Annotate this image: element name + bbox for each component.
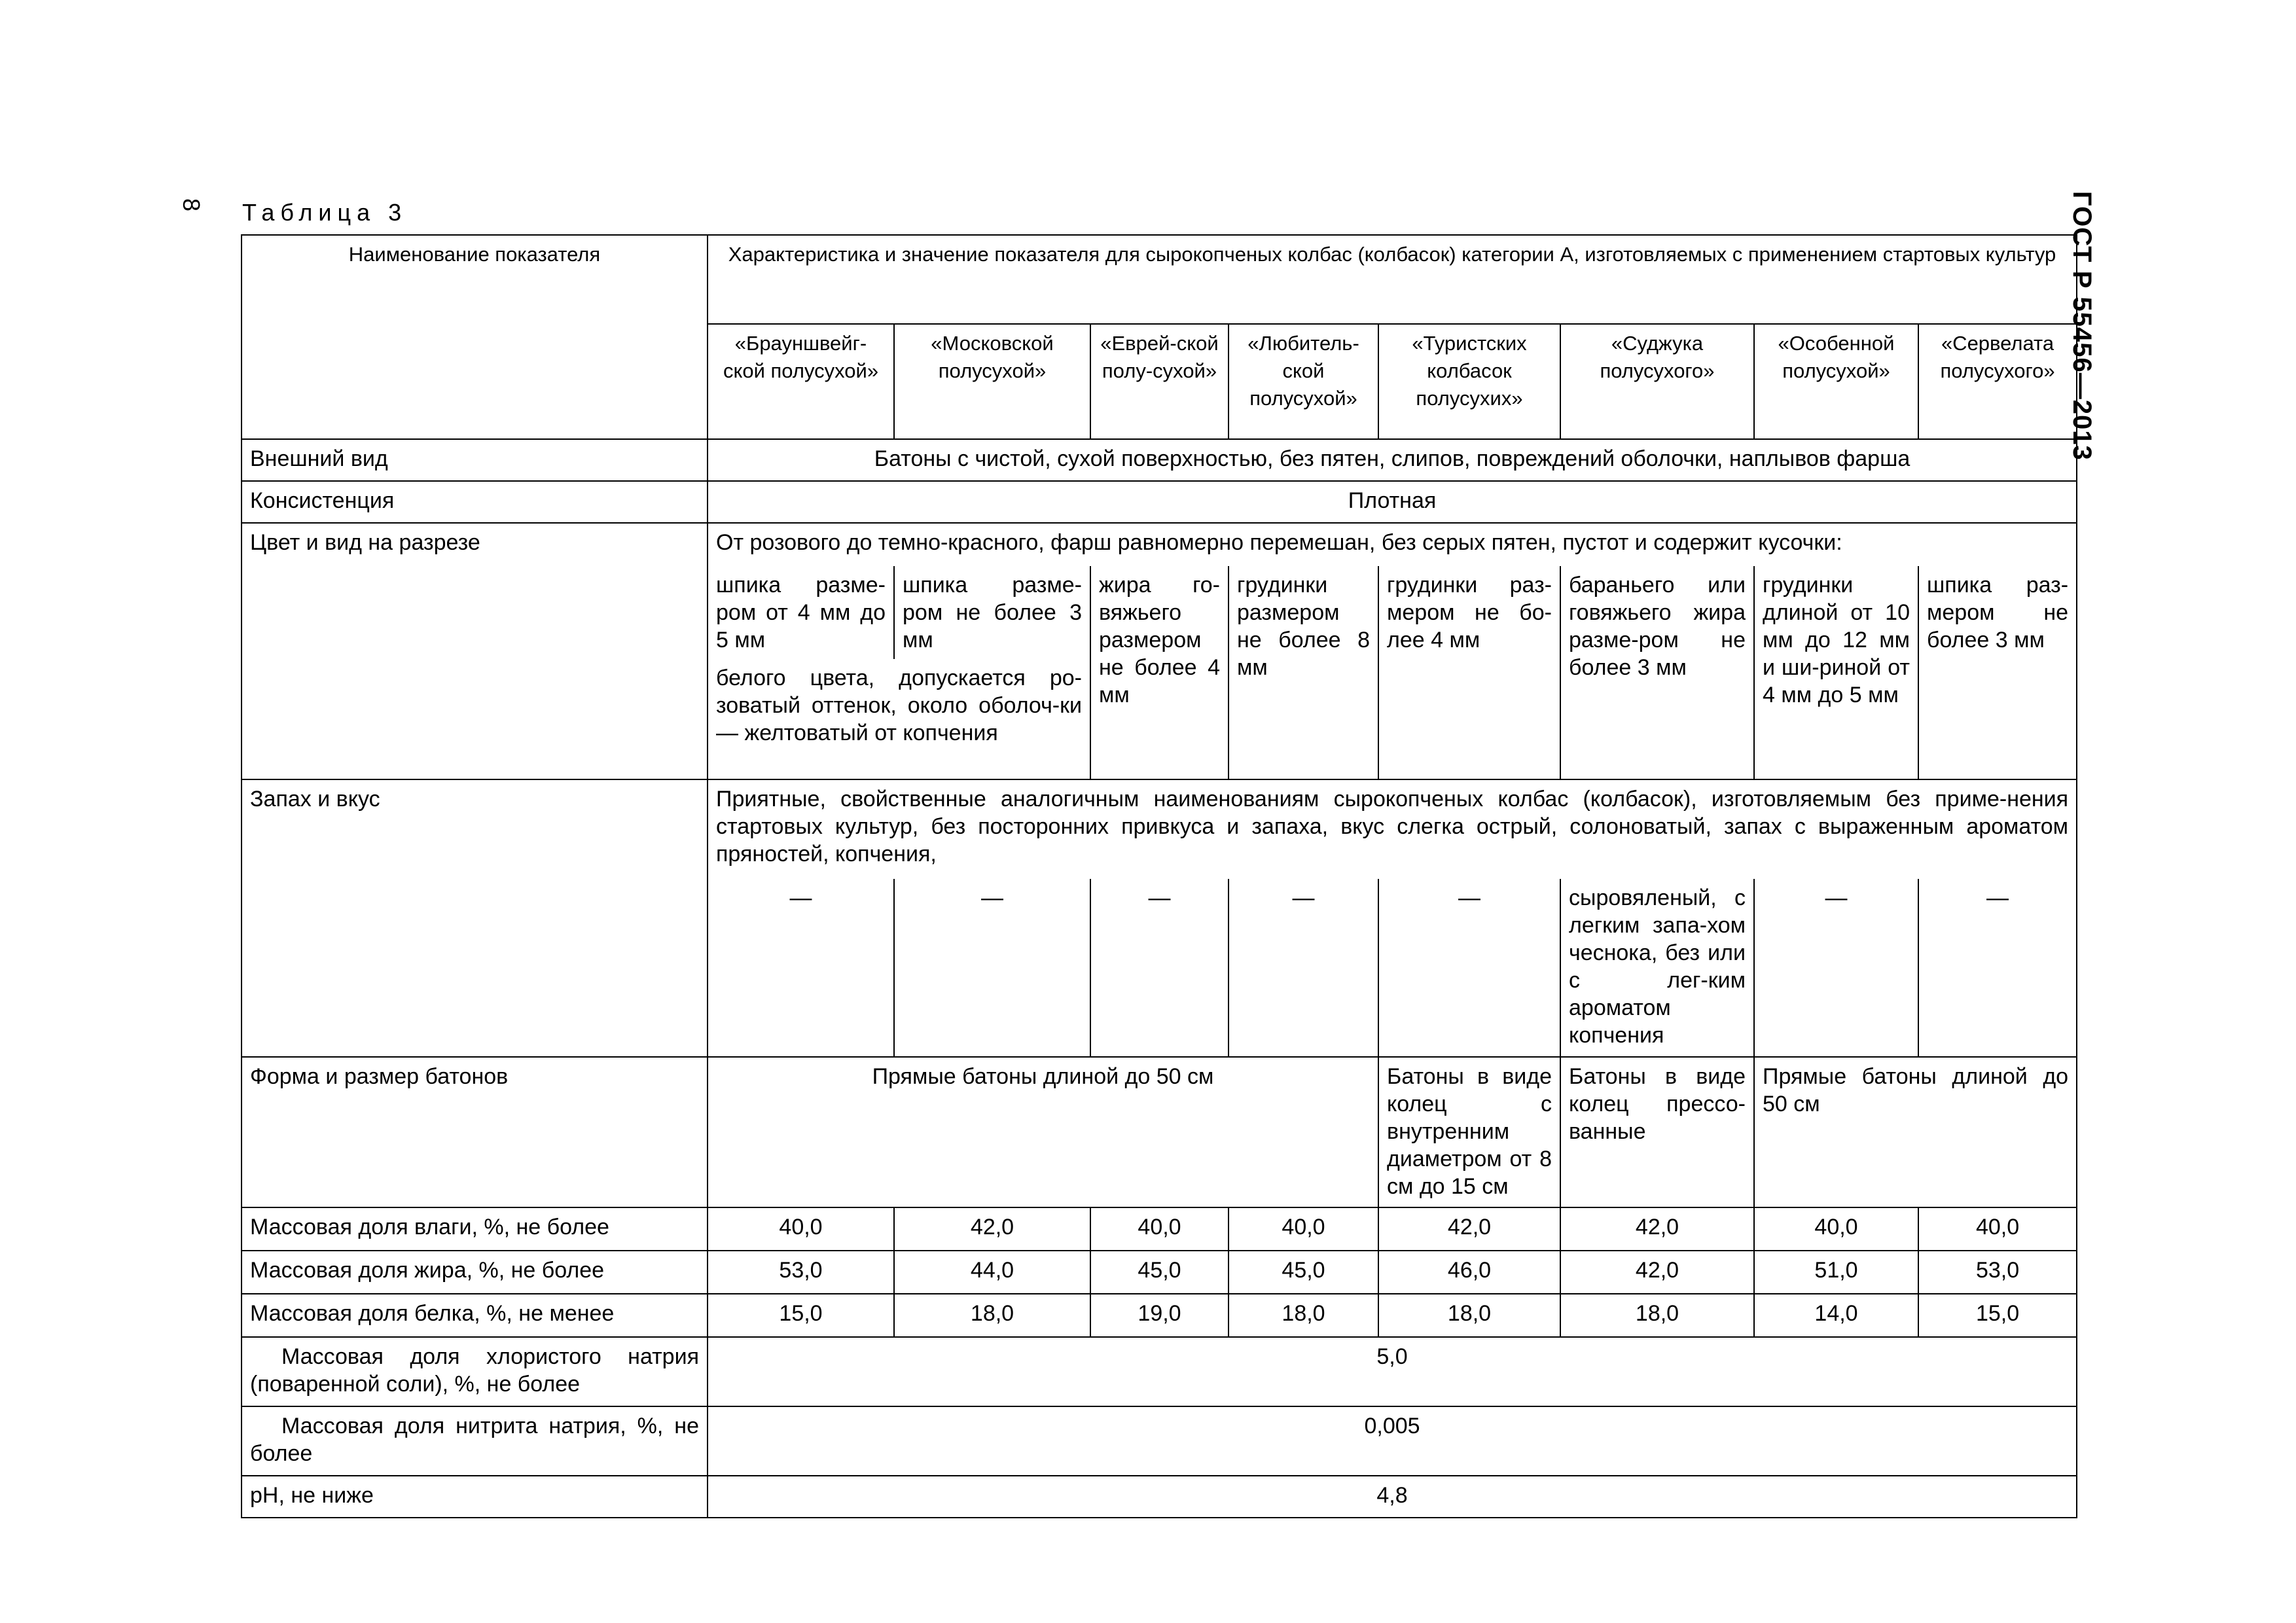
- row-label: Массовая доля белка, %, не менее: [242, 1294, 708, 1337]
- color-cell: грудинки длиной от 10 мм до 12 мм и ши-риной от 4 мм до 5 мм: [1754, 566, 1918, 779]
- smell-cell: —: [1229, 879, 1378, 1057]
- value-cell: 14,0: [1754, 1294, 1918, 1337]
- table-row: [242, 1406, 2077, 1476]
- row-label: Консистенция: [242, 481, 708, 523]
- row-value: 0,005: [708, 1406, 2077, 1476]
- page-number: 8: [178, 198, 206, 212]
- table-row: [242, 523, 2077, 566]
- row-value: 4,8: [708, 1476, 2077, 1518]
- value-cell: 18,0: [1229, 1294, 1378, 1337]
- row-value: 5,0: [708, 1337, 2077, 1406]
- value-cell: 46,0: [1378, 1251, 1560, 1294]
- color-cell: грудинки размером не более 8 мм: [1229, 566, 1378, 779]
- row-label: Форма и размер батонов: [242, 1057, 708, 1207]
- value-cell: 40,0: [1754, 1207, 1918, 1251]
- value-cell: 45,0: [1090, 1251, 1229, 1294]
- shape-cell: Прямые батоны длиной до 50 см: [708, 1057, 1378, 1207]
- color-cell: шпика разме-ром не более 3 мм: [894, 566, 1090, 659]
- value-cell: 15,0: [1918, 1294, 2077, 1337]
- header-product: «Суджука полусухого»: [1560, 324, 1754, 439]
- row-label: Массовая доля влаги, %, не более: [242, 1207, 708, 1251]
- row-label: Массовая доля жира, %, не более: [242, 1251, 708, 1294]
- shape-cell: Батоны в виде колец прессо-ванные: [1560, 1057, 1754, 1207]
- value-cell: 42,0: [894, 1207, 1090, 1251]
- color-cell: шпика разме-ром от 4 мм до 5 мм: [708, 566, 894, 659]
- smell-cell: —: [894, 879, 1090, 1057]
- row-label: pH, не ниже: [242, 1476, 708, 1518]
- color-note: белого цвета, допускается ро-зоватый оттенок, около оболоч-ки — желтоватый от копчения: [708, 659, 1090, 779]
- standard-designation: ГОСТ Р 55456—2013: [2068, 191, 2096, 461]
- header-name-column: Наименование показателя: [242, 235, 708, 439]
- smell-cell: —: [1090, 879, 1229, 1057]
- color-cell: грудинки раз-мером не бо-лее 4 мм: [1378, 566, 1560, 779]
- smell-cell: сыровяленый, с легким запа-хом чеснока, без или с лег-ким ароматом копчения: [1560, 879, 1754, 1057]
- value-cell: 18,0: [894, 1294, 1090, 1337]
- value-cell: 44,0: [894, 1251, 1090, 1294]
- value-cell: 42,0: [1560, 1207, 1754, 1251]
- header-product: «Сервелата полусухого»: [1918, 324, 2077, 439]
- header-group: Характеристика и значение показателя для сырокопченых колбас (колбасок) категории А, изготовляемых с применением стартовых культур: [708, 235, 2077, 324]
- header-product: «Брауншвейг-ской полусухой»: [708, 324, 894, 439]
- row-intro: От розового до темно-красного, фарш равномерно перемешан, без серых пятен, пустот и содержит кусочки:: [708, 523, 2077, 566]
- table-caption: Таблица 3: [242, 199, 408, 226]
- smell-cell: —: [708, 879, 894, 1057]
- header-product: «Любитель-ской полусухой»: [1229, 324, 1378, 439]
- value-cell: 53,0: [708, 1251, 894, 1294]
- smell-cell: —: [1378, 879, 1560, 1057]
- header-product: «Туристских колбасок полусухих»: [1378, 324, 1560, 439]
- value-cell: 40,0: [1090, 1207, 1229, 1251]
- value-cell: 42,0: [1560, 1251, 1754, 1294]
- value-cell: 51,0: [1754, 1251, 1918, 1294]
- table-row: [242, 1294, 2077, 1337]
- shape-cell: Батоны в виде колец с внутренним диаметром от 8 см до 15 см: [1378, 1057, 1560, 1207]
- value-cell: 45,0: [1229, 1251, 1378, 1294]
- table-row: [242, 1207, 2077, 1251]
- table-row: [242, 1476, 2077, 1518]
- shape-cell: Прямые батоны длиной до 50 см: [1754, 1057, 2077, 1207]
- value-cell: 42,0: [1378, 1207, 1560, 1251]
- row-value: Батоны с чистой, сухой поверхностью, без пятен, слипов, повреждений оболочки, наплывов фарша: [708, 439, 2077, 481]
- table-row: [242, 1337, 2077, 1406]
- row-label: Массовая доля нитрита натрия, %, не более: [242, 1406, 708, 1476]
- value-cell: 40,0: [1918, 1207, 2077, 1251]
- row-value: Плотная: [708, 481, 2077, 523]
- value-cell: 15,0: [708, 1294, 894, 1337]
- indicators-table: [241, 234, 2077, 1518]
- table-row: [242, 1057, 2077, 1207]
- table-row: [242, 481, 2077, 523]
- color-cell: жира го-вяжьего размером не более 4 мм: [1090, 566, 1229, 779]
- table-row: [242, 439, 2077, 481]
- row-label: Цвет и вид на разрезе: [242, 523, 708, 779]
- row-label: Запах и вкус: [242, 779, 708, 1057]
- value-cell: 40,0: [708, 1207, 894, 1251]
- row-label: Внешний вид: [242, 439, 708, 481]
- value-cell: 40,0: [1229, 1207, 1378, 1251]
- color-cell: шпика раз-мером не более 3 мм: [1918, 566, 2077, 779]
- color-cell: бараньего или говяжьего жира разме-ром не более 3 мм: [1560, 566, 1754, 779]
- value-cell: 18,0: [1560, 1294, 1754, 1337]
- header-product: «Еврей-ской полу-сухой»: [1090, 324, 1229, 439]
- value-cell: 19,0: [1090, 1294, 1229, 1337]
- value-cell: 18,0: [1378, 1294, 1560, 1337]
- header-product: «Московской полусухой»: [894, 324, 1090, 439]
- value-cell: 53,0: [1918, 1251, 2077, 1294]
- table-row: [242, 779, 2077, 879]
- smell-cell: —: [1918, 879, 2077, 1057]
- smell-cell: —: [1754, 879, 1918, 1057]
- row-intro: Приятные, свойственные аналогичным наименованиям сырокопченых колбас (колбасок), изготовляемым без приме-нения стартовых культур, без посторонних привкуса и запаха, вкус слегка острый, солоноватый, запах с выраженным ароматом пряностей, копчения,: [708, 779, 2077, 879]
- row-label: Массовая доля хлористого натрия (поваренной соли), %, не более: [242, 1337, 708, 1406]
- header-product: «Особенной полусухой»: [1754, 324, 1918, 439]
- table-row: [242, 1251, 2077, 1294]
